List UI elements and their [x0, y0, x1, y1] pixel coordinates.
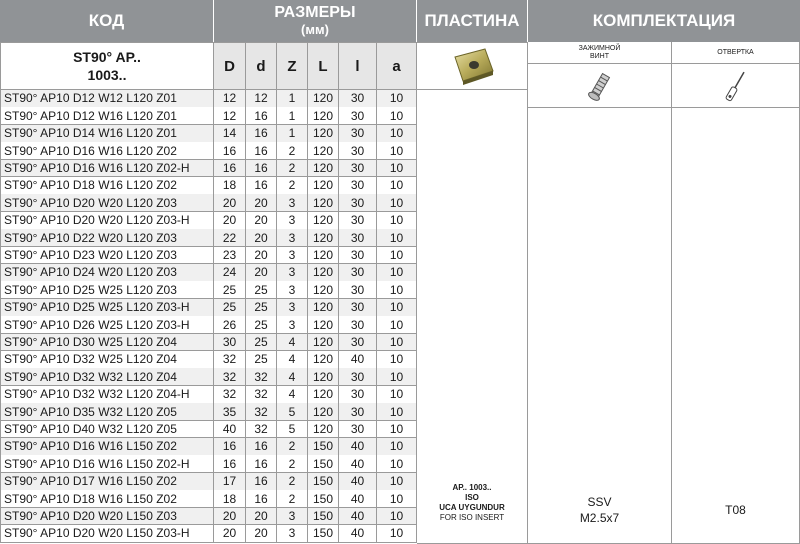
row-value-l: 30: [339, 386, 377, 404]
row-code: ST90° AP10 D35 W32 L120 Z05: [0, 403, 214, 421]
row-value-Z: 5: [277, 403, 308, 421]
row-value-d: 32: [246, 386, 277, 404]
row-value-Z: 1: [277, 125, 308, 143]
row-value-L: 150: [308, 508, 339, 526]
row-value-a: 10: [377, 455, 417, 473]
row-value-Z: 3: [277, 229, 308, 247]
row-code: ST90° AP10 D16 W16 L150 Z02-H: [0, 455, 214, 473]
row-value-d: 16: [246, 107, 277, 125]
row-value-l: 30: [339, 90, 377, 108]
row-value-L: 120: [308, 160, 339, 178]
row-value-D: 20: [214, 525, 246, 543]
row-value-d: 16: [246, 160, 277, 178]
row-code: ST90° AP10 D40 W32 L120 Z05: [0, 421, 214, 439]
row-value-l: 30: [339, 368, 377, 386]
row-value-l: 40: [339, 438, 377, 456]
row-value-D: 30: [214, 334, 246, 352]
row-code: ST90° AP10 D22 W20 L120 Z03: [0, 229, 214, 247]
insert-note: [417, 483, 527, 523]
row-value-D: 18: [214, 490, 246, 508]
insert-icon: [417, 43, 528, 89]
row-value-d: 16: [246, 473, 277, 491]
row-value-d: 20: [246, 508, 277, 526]
col-L: L: [308, 42, 339, 90]
screw-label-line2: ВИНТ: [589, 52, 610, 60]
row-value-D: 20: [214, 212, 246, 230]
row-value-l: 30: [339, 125, 377, 143]
row-value-Z: 3: [277, 508, 308, 526]
row-value-l: 30: [339, 334, 377, 352]
row-value-d: 25: [246, 351, 277, 369]
row-value-Z: 3: [277, 247, 308, 265]
row-value-d: 25: [246, 334, 277, 352]
row-code: ST90° AP10 D18 W16 L120 Z02: [0, 177, 214, 195]
row-value-Z: 3: [277, 316, 308, 334]
row-value-Z: 2: [277, 438, 308, 456]
row-value-L: 120: [308, 421, 339, 439]
row-code: ST90° AP10 D12 W16 L120 Z01: [0, 107, 214, 125]
row-value-a: 10: [377, 316, 417, 334]
row-value-Z: 2: [277, 490, 308, 508]
driver-icon-cell: [672, 64, 800, 108]
insert-note-line4: FOR ISO INSERT: [439, 513, 505, 522]
row-value-a: 10: [377, 299, 417, 317]
series-title-line1: ST90° AP..: [73, 49, 141, 65]
row-value-a: 10: [377, 525, 417, 543]
row-value-D: 17: [214, 473, 246, 491]
row-value-l: 30: [339, 281, 377, 299]
row-code: ST90° AP10 D25 W25 L120 Z03: [0, 281, 214, 299]
row-value-d: 16: [246, 438, 277, 456]
row-value-l: 40: [339, 525, 377, 543]
row-code: ST90° AP10 D18 W16 L150 Z02: [0, 490, 214, 508]
row-value-D: 25: [214, 299, 246, 317]
row-value-Z: 2: [277, 142, 308, 160]
row-value-L: 120: [308, 316, 339, 334]
row-value-D: 35: [214, 403, 246, 421]
row-value-a: 10: [377, 125, 417, 143]
row-value-L: 120: [308, 142, 339, 160]
row-value-a: 10: [377, 194, 417, 212]
row-value-L: 120: [308, 299, 339, 317]
row-value-a: 10: [377, 281, 417, 299]
row-value-l: 30: [339, 212, 377, 230]
header-code: КОД: [0, 0, 214, 42]
row-code: ST90° AP10 D26 W25 L120 Z03-H: [0, 316, 214, 334]
row-value-a: 10: [377, 229, 417, 247]
row-value-d: 20: [246, 194, 277, 212]
row-value-a: 10: [377, 160, 417, 178]
row-value-a: 10: [377, 351, 417, 369]
header-sizes: [214, 0, 417, 42]
screw-label-line1: ЗАЖИМНОЙ: [578, 44, 621, 52]
row-value-Z: 3: [277, 299, 308, 317]
driver-label: ОТВЕРТКА: [672, 42, 800, 64]
row-value-L: 120: [308, 264, 339, 282]
row-value-l: 40: [339, 455, 377, 473]
row-value-L: 120: [308, 107, 339, 125]
row-value-L: 120: [308, 212, 339, 230]
row-value-Z: 4: [277, 334, 308, 352]
row-value-Z: 1: [277, 90, 308, 108]
col-l: l: [339, 42, 377, 90]
row-value-d: 32: [246, 368, 277, 386]
row-value-Z: 3: [277, 212, 308, 230]
row-value-L: 120: [308, 351, 339, 369]
screw-value-line1: SSV: [587, 495, 612, 509]
row-value-a: 10: [377, 90, 417, 108]
row-value-d: 25: [246, 281, 277, 299]
row-value-D: 26: [214, 316, 246, 334]
row-code: ST90° AP10 D17 W16 L150 Z02: [0, 473, 214, 491]
screw-icon-cell: [528, 64, 672, 108]
row-value-a: 10: [377, 107, 417, 125]
row-value-d: 20: [246, 212, 277, 230]
row-value-d: 16: [246, 142, 277, 160]
row-value-D: 20: [214, 194, 246, 212]
insert-note-line1: AP.. 1003..: [452, 483, 492, 492]
row-value-l: 40: [339, 351, 377, 369]
row-value-a: 10: [377, 177, 417, 195]
row-value-Z: 1: [277, 107, 308, 125]
row-value-Z: 3: [277, 525, 308, 543]
row-value-d: 12: [246, 90, 277, 108]
row-code: ST90° AP10 D20 W20 L120 Z03: [0, 194, 214, 212]
row-value-a: 10: [377, 368, 417, 386]
row-code: ST90° AP10 D32 W32 L120 Z04-H: [0, 386, 214, 404]
col-Z: Z: [277, 42, 308, 90]
row-value-d: 32: [246, 403, 277, 421]
row-value-L: 120: [308, 403, 339, 421]
screw-value-cell: [528, 108, 672, 544]
row-value-Z: 5: [277, 421, 308, 439]
col-D: D: [214, 42, 246, 90]
row-code: ST90° AP10 D24 W20 L120 Z03: [0, 264, 214, 282]
row-value-D: 14: [214, 125, 246, 143]
row-value-L: 150: [308, 455, 339, 473]
row-code: ST90° AP10 D16 W16 L120 Z02: [0, 142, 214, 160]
row-code: ST90° AP10 D20 W20 L150 Z03: [0, 508, 214, 526]
screwdriver-icon: [716, 66, 756, 106]
row-value-d: 20: [246, 525, 277, 543]
row-value-a: 10: [377, 334, 417, 352]
row-value-L: 120: [308, 247, 339, 265]
row-code: ST90° AP10 D16 W16 L120 Z02-H: [0, 160, 214, 178]
row-value-L: 120: [308, 368, 339, 386]
insert-note-line2: ISO: [465, 493, 479, 502]
row-value-a: 10: [377, 247, 417, 265]
row-code: ST90° AP10 D25 W25 L120 Z03-H: [0, 299, 214, 317]
row-value-l: 30: [339, 264, 377, 282]
row-value-d: 16: [246, 177, 277, 195]
row-value-l: 30: [339, 403, 377, 421]
row-code: ST90° AP10 D32 W25 L120 Z04: [0, 351, 214, 369]
series-title-line2: 1003..: [87, 67, 127, 83]
row-value-D: 16: [214, 438, 246, 456]
row-code: ST90° AP10 D30 W25 L120 Z04: [0, 334, 214, 352]
row-value-Z: 4: [277, 351, 308, 369]
row-value-D: 20: [214, 508, 246, 526]
col-a: a: [377, 42, 417, 90]
row-value-D: 32: [214, 368, 246, 386]
row-value-l: 30: [339, 229, 377, 247]
header-kit: КОМПЛЕКТАЦИЯ: [528, 0, 800, 42]
row-value-d: 25: [246, 299, 277, 317]
row-value-l: 30: [339, 299, 377, 317]
row-value-d: 20: [246, 264, 277, 282]
row-value-l: 30: [339, 194, 377, 212]
row-value-L: 120: [308, 229, 339, 247]
row-value-L: 150: [308, 490, 339, 508]
row-value-D: 32: [214, 351, 246, 369]
screw-label: [528, 42, 672, 64]
row-code: ST90° AP10 D14 W16 L120 Z01: [0, 125, 214, 143]
row-value-D: 24: [214, 264, 246, 282]
row-value-l: 30: [339, 177, 377, 195]
row-value-l: 30: [339, 247, 377, 265]
row-value-Z: 2: [277, 177, 308, 195]
row-value-l: 30: [339, 107, 377, 125]
row-value-l: 40: [339, 508, 377, 526]
row-value-a: 10: [377, 473, 417, 491]
screw-value: [528, 494, 671, 526]
row-value-L: 120: [308, 386, 339, 404]
row-code: ST90° AP10 D12 W12 L120 Z01: [0, 90, 214, 108]
row-value-d: 20: [246, 229, 277, 247]
row-value-a: 10: [377, 508, 417, 526]
row-value-a: 10: [377, 386, 417, 404]
row-value-Z: 4: [277, 368, 308, 386]
insert-note-line3: UCA UYGUNDUR: [439, 503, 505, 512]
row-value-D: 22: [214, 229, 246, 247]
row-value-D: 12: [214, 107, 246, 125]
row-value-L: 120: [308, 90, 339, 108]
row-value-d: 25: [246, 316, 277, 334]
row-code: ST90° AP10 D20 W20 L120 Z03-H: [0, 212, 214, 230]
row-value-d: 32: [246, 421, 277, 439]
row-value-D: 16: [214, 160, 246, 178]
row-value-l: 30: [339, 316, 377, 334]
row-code: ST90° AP10 D20 W20 L150 Z03-H: [0, 525, 214, 543]
row-value-D: 12: [214, 90, 246, 108]
row-value-d: 16: [246, 455, 277, 473]
row-value-Z: 2: [277, 455, 308, 473]
screw-icon: [580, 66, 620, 106]
row-value-L: 150: [308, 473, 339, 491]
row-value-Z: 3: [277, 264, 308, 282]
row-value-L: 150: [308, 525, 339, 543]
row-value-a: 10: [377, 264, 417, 282]
row-value-D: 25: [214, 281, 246, 299]
row-value-d: 20: [246, 247, 277, 265]
row-value-D: 40: [214, 421, 246, 439]
row-value-L: 120: [308, 281, 339, 299]
row-value-l: 30: [339, 142, 377, 160]
screw-value-line2: M2.5x7: [579, 511, 620, 525]
row-value-D: 23: [214, 247, 246, 265]
row-value-Z: 3: [277, 281, 308, 299]
row-code: ST90° AP10 D16 W16 L150 Z02: [0, 438, 214, 456]
row-value-a: 10: [377, 490, 417, 508]
header-sizes-unit: (мм): [301, 22, 329, 37]
row-value-D: 32: [214, 386, 246, 404]
row-value-a: 10: [377, 403, 417, 421]
row-value-d: 16: [246, 490, 277, 508]
row-code: ST90° AP10 D23 W20 L120 Z03: [0, 247, 214, 265]
row-value-D: 18: [214, 177, 246, 195]
row-value-Z: 2: [277, 473, 308, 491]
row-value-Z: 2: [277, 160, 308, 178]
row-value-Z: 4: [277, 386, 308, 404]
row-code: ST90° AP10 D32 W32 L120 Z04: [0, 368, 214, 386]
header-sizes-title: РАЗМЕРЫ: [274, 4, 356, 21]
row-value-D: 16: [214, 455, 246, 473]
insert-image-cell: [417, 42, 528, 90]
row-value-l: 30: [339, 421, 377, 439]
row-value-Z: 3: [277, 194, 308, 212]
row-value-d: 16: [246, 125, 277, 143]
row-value-L: 150: [308, 438, 339, 456]
row-value-L: 120: [308, 194, 339, 212]
header-insert: ПЛАСТИНА: [417, 0, 528, 42]
row-value-L: 120: [308, 125, 339, 143]
row-value-l: 30: [339, 160, 377, 178]
row-value-D: 16: [214, 142, 246, 160]
row-value-L: 120: [308, 334, 339, 352]
row-value-a: 10: [377, 212, 417, 230]
driver-value-cell: [672, 108, 800, 544]
insert-note-cell: [417, 90, 528, 544]
row-value-a: 10: [377, 421, 417, 439]
series-title: [0, 42, 214, 90]
driver-value: T08: [725, 503, 746, 517]
row-value-a: 10: [377, 438, 417, 456]
row-value-L: 120: [308, 177, 339, 195]
col-d: d: [246, 42, 277, 90]
row-value-l: 40: [339, 473, 377, 491]
row-value-l: 40: [339, 490, 377, 508]
row-value-a: 10: [377, 142, 417, 160]
